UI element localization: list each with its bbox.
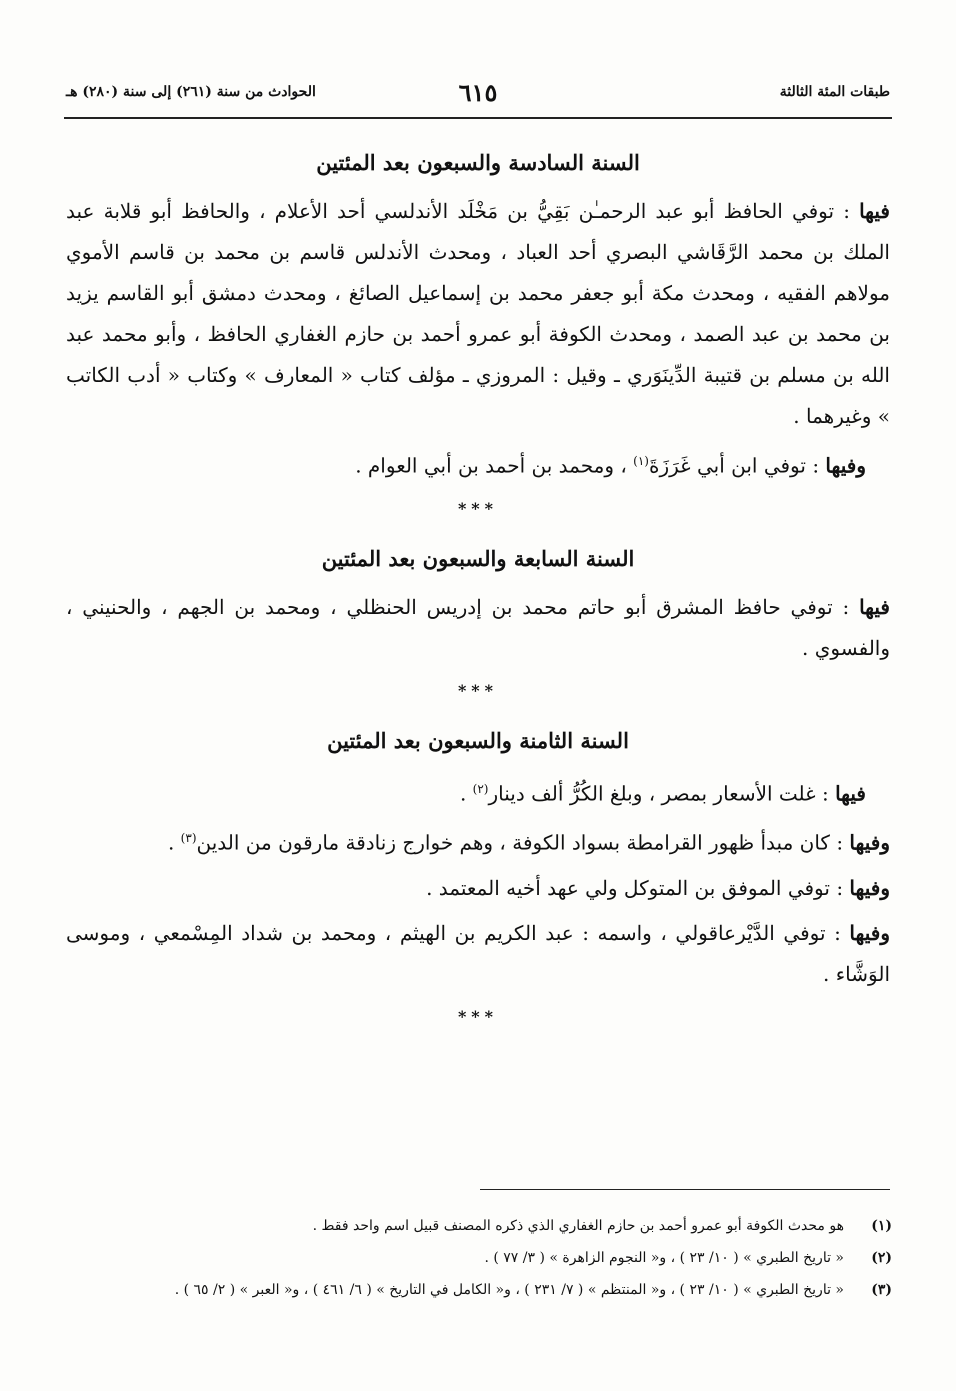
section-title-277: السنة السابعة والسبعون بعد المئتين <box>321 545 635 571</box>
footnote-text: هو محدث الكوفة أبو عمرو أحمد بن حازم الغفاري الذي ذكره المصنف قبيل اسم واحد فقط . <box>312 1218 844 1234</box>
section-separator: *** <box>457 680 499 700</box>
running-header <box>62 78 894 108</box>
paragraph <box>66 913 890 995</box>
paragraph-text: : توفي الموفق بن المتوكل ولي عهد أخيه المعتمد . <box>426 875 850 900</box>
paragraph-text: ، ومحمد بن أحمد بن أبي العوام . <box>355 453 634 478</box>
footnote-ref[interactable]: (١) <box>633 454 649 468</box>
page-number: ٦١٥ <box>458 78 498 107</box>
header-section-title: طبقات المئة الثالثة <box>779 84 890 100</box>
footnote <box>66 1210 892 1242</box>
footnote-ref[interactable]: (٣) <box>180 831 197 846</box>
paragraph-text: . <box>167 830 181 855</box>
paragraph <box>66 868 890 909</box>
paragraph-lead: فيها <box>859 594 890 619</box>
section-separator: *** <box>457 1006 499 1026</box>
footnote-text: « تاريخ الطبري » ( ١٠/ ٢٣ ) ، و« النجوم الزاهرة » ( ٣/ ٧٧ ) . <box>484 1250 844 1266</box>
paragraph <box>66 769 890 815</box>
paragraph <box>66 587 890 669</box>
page-body <box>66 150 890 1060</box>
paragraph <box>66 818 890 864</box>
header-rule <box>64 117 892 119</box>
section-title-276: السنة السادسة والسبعون بعد المئتين <box>316 150 640 175</box>
paragraph-text: : توفي ابن أبي غَرَزَةَ <box>648 453 826 478</box>
paragraph-lead: وفيها <box>849 830 890 855</box>
footnote-text: « تاريخ الطبري » ( ١٠/ ٢٣ ) ، و« المنتظم » ( ٧/ ٢٣١ ) ، و« الكامل في التاريخ » ( ٦/ ٤٦١ ) ، و« العبر » ( ٢/ ٦٥ ) . <box>174 1282 844 1298</box>
paragraph-text: : غلت الأسعار بمصر ، وبلغ الكُرُّ ألف دينار <box>488 781 836 806</box>
paragraph-text: : توفي الحافظ أبو عبد الرحمـٰن بَقِيُّ بن مَخْلَد الأندلسي أحد الأعلام ، والحافظ أبو قلابة عبد الملك بن محمد الرَّقَاشي البصري أحد العباد ، ومحدث الأندلس قاسم بن محمد بن قاسم الأموي مولاهم الفقيه ، ومحدث مكة أبو جعفر محمد بن إسماعيل الصائغ ، ومحدث دمشق أبو القاسم يزيد بن محمد بن عبد الصمد ، ومحدث الكوفة أبو عمرو أحمد بن حازم الغفاري الحافظ ، وأبو محمد عبد الله بن مسلم بن قتيبة الدِّينَوَري ـ وقيل : المروزي ـ مؤلف كتاب « المعارف » وكتاب « أدب الكاتب » وغيرهما . <box>66 199 890 428</box>
paragraph <box>66 441 890 487</box>
footnote-number: (٣) <box>871 1282 892 1298</box>
footnotes <box>66 1210 892 1306</box>
paragraph-lead: وفيها <box>849 920 890 945</box>
section-title-278: السنة الثامنة والسبعون بعد المئتين <box>327 727 629 753</box>
footnote <box>66 1242 892 1274</box>
footnote <box>66 1274 892 1306</box>
paragraph-lead: وفيها <box>849 875 890 900</box>
paragraph-text: : توفي حافظ المشرق أبو حاتم محمد بن إدريس الحنظلي ، ومحمد بن الجهم ، والحنيني ، والفسوي . <box>66 594 890 660</box>
footnote-number: (١) <box>871 1218 892 1234</box>
paragraph <box>66 191 890 437</box>
footnote-rule <box>480 1189 890 1190</box>
section-separator: *** <box>457 498 499 518</box>
footnote-ref[interactable]: (٢) <box>472 781 489 796</box>
paragraph-lead: فيها <box>835 781 866 806</box>
paragraph-text: . <box>459 781 473 806</box>
paragraph-lead: وفيها <box>825 453 866 478</box>
footnote-number: (٢) <box>871 1250 892 1266</box>
paragraph-text: : توفي الدَّيْرعاقولي ، واسمه : عبد الكريم بن الهيثم ، ومحمد بن شداد المِسْمعي ، وموسى الوَشَّاء . <box>66 920 890 986</box>
paragraph-text: : كان مبدأ ظهور القرامطة بسواد الكوفة ، وهم خوارج زنادقة مارقون من الدين <box>196 830 850 855</box>
paragraph-lead: فيها <box>859 199 890 223</box>
header-year-range: الحوادث من سنة (٢٦١) إلى سنة (٢٨٠) هـ <box>66 84 316 100</box>
